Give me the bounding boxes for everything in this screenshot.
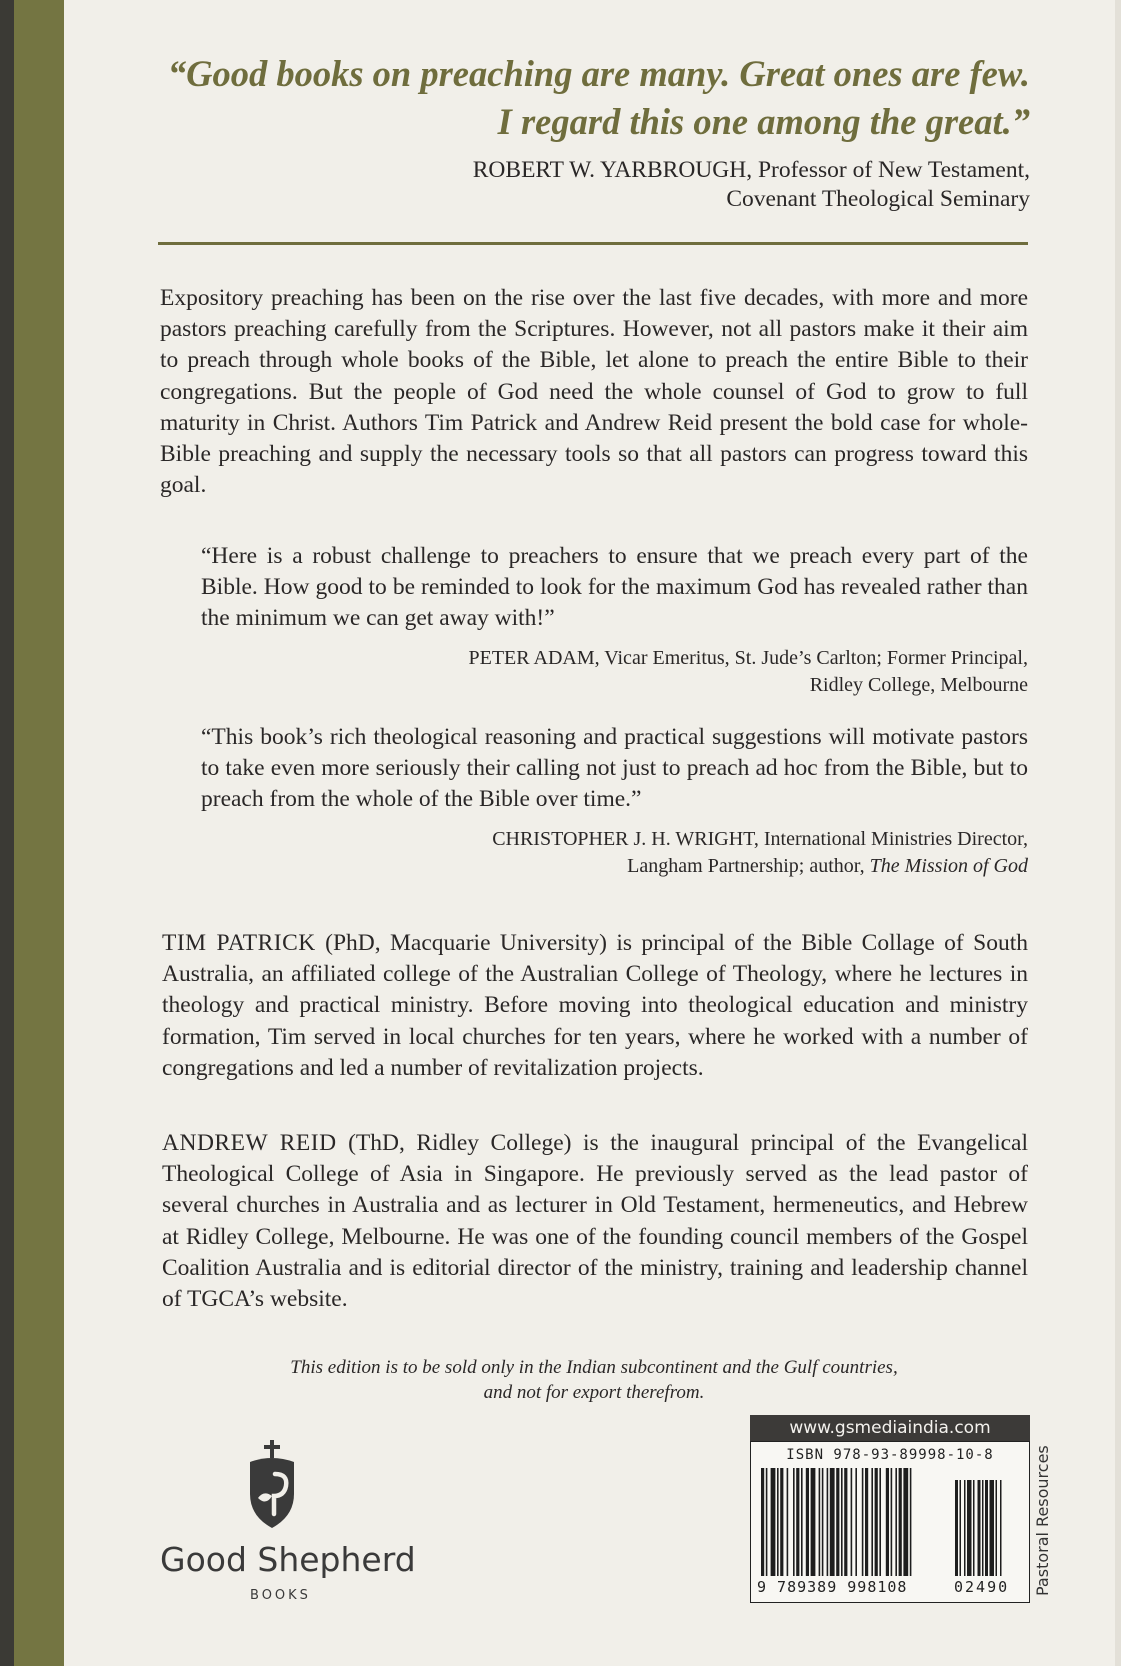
publisher-website: www.gsmediaindia.com xyxy=(750,1415,1030,1441)
barcode-digits: 9 789389 998108 xyxy=(757,1578,908,1596)
barcode-addon-digits: 02490 xyxy=(954,1578,1010,1596)
author-bio-text: (ThD, Ridley College) is the inaugural principal of the Evangelical Theological College of Asia in Singapore. He previously served as the lead pastor of several churches in Australia and as lecturer in Old Testament, hermeneutics, and Hebrew at Ridley College, Melbourne. He was one of the founding council members of the Gospel Coalition Australia and is editorial director of the ministry, training and leadership channel of TGCA’s website. xyxy=(162,1130,1028,1313)
author-name: ANDREW REID xyxy=(162,1130,337,1156)
endorsement-attribution-line2 xyxy=(300,853,1028,880)
shepherd-shield-icon xyxy=(242,1440,302,1530)
book-description: Expository preaching has been on the rise over the last five decades, with more and more pastors preaching carefully from the Scriptures. However, not all pastors make it their aim to preach through whole books of the Bible, let alone to preach the entire Bible to their congregations. But the people of God need the whole counsel of God to grow to full maturity in Christ. Authors Tim Patrick and Andrew Reid present the bold case for whole-Bible preaching and supply the necessary tools so that all pastors can progress toward this goal. xyxy=(160,285,1028,499)
sales-notice xyxy=(160,1355,1028,1405)
page-edge xyxy=(1115,0,1121,1666)
endorsement-text: “This book’s rich theological reasoning and practical suggestions will motivate pastors to take even more seriously their calling not just to preach ad hoc from the Bible, but to preach from the whole of the Bible over time.” xyxy=(201,724,1028,813)
divider-rule xyxy=(158,242,1028,245)
isbn-box xyxy=(750,1441,1030,1603)
featured-quote-attribution xyxy=(300,156,1030,214)
author-bio xyxy=(162,928,1028,1084)
attribution-line2: Covenant Theological Seminary xyxy=(726,186,1030,212)
attribution-line1: ROBERT W. YARBROUGH, Professor of New Testament, xyxy=(472,157,1030,183)
attribution-prefix: Langham Partnership; author, xyxy=(627,855,870,877)
featured-quote xyxy=(150,50,1030,146)
barcode-panel xyxy=(750,1415,1030,1595)
sales-notice-line1: This edition is to be sold only in the Indian subcontinent and the Gulf countries, xyxy=(290,1357,898,1378)
endorsement-text: “Here is a robust challenge to preachers to ensure that we preach every part of the Bible. How good to be reminded to look for the maximum God has revealed rather than the minimum we can get away with!” xyxy=(201,543,1028,632)
book-title-reference: The Mission of God xyxy=(869,855,1028,877)
binding-edge xyxy=(0,0,14,1666)
featured-quote-line2: I regard this one among the great.” xyxy=(497,101,1030,142)
sales-notice-line2: and not for export therefrom. xyxy=(483,1382,705,1403)
publisher-subtitle: BOOKS xyxy=(250,1588,311,1603)
isbn-number: ISBN 978-93-89998-10-8 xyxy=(786,1447,994,1463)
endorsement-attribution-line1: CHRISTOPHER J. H. WRIGHT, International Ministries Director, xyxy=(492,828,1028,850)
book-category: Pastoral Resources xyxy=(1033,1445,1052,1596)
endorsement-attribution xyxy=(300,645,1028,699)
publisher-name: Good Shepherd xyxy=(160,1540,416,1579)
spine-stripe xyxy=(14,0,64,1666)
author-name: TIM PATRICK xyxy=(162,930,316,956)
endorsement-attribution-line1: PETER ADAM, Vicar Emeritus, St. Jude’s Carlton; Former Principal, xyxy=(468,647,1028,669)
publisher-logo xyxy=(150,1440,416,1610)
barcode-graphic xyxy=(759,1468,1021,1576)
author-bio xyxy=(162,1128,1028,1315)
featured-quote-line1: “Good books on preaching are many. Great ones are few. xyxy=(167,53,1030,94)
endorsement-attribution-line2: Ridley College, Melbourne xyxy=(809,674,1028,696)
author-bio-text: (PhD, Macquarie University) is principal of the Bible Collage of South Australia, an affiliated college of the Australian College of Theology, where he lectures in theology and practical ministry. Before moving into theological education and ministry formation, Tim served in local churches for ten years, where he worked with a number of congregations and led a number of revitalization projects. xyxy=(162,930,1028,1081)
endorsement-attribution xyxy=(300,826,1028,880)
